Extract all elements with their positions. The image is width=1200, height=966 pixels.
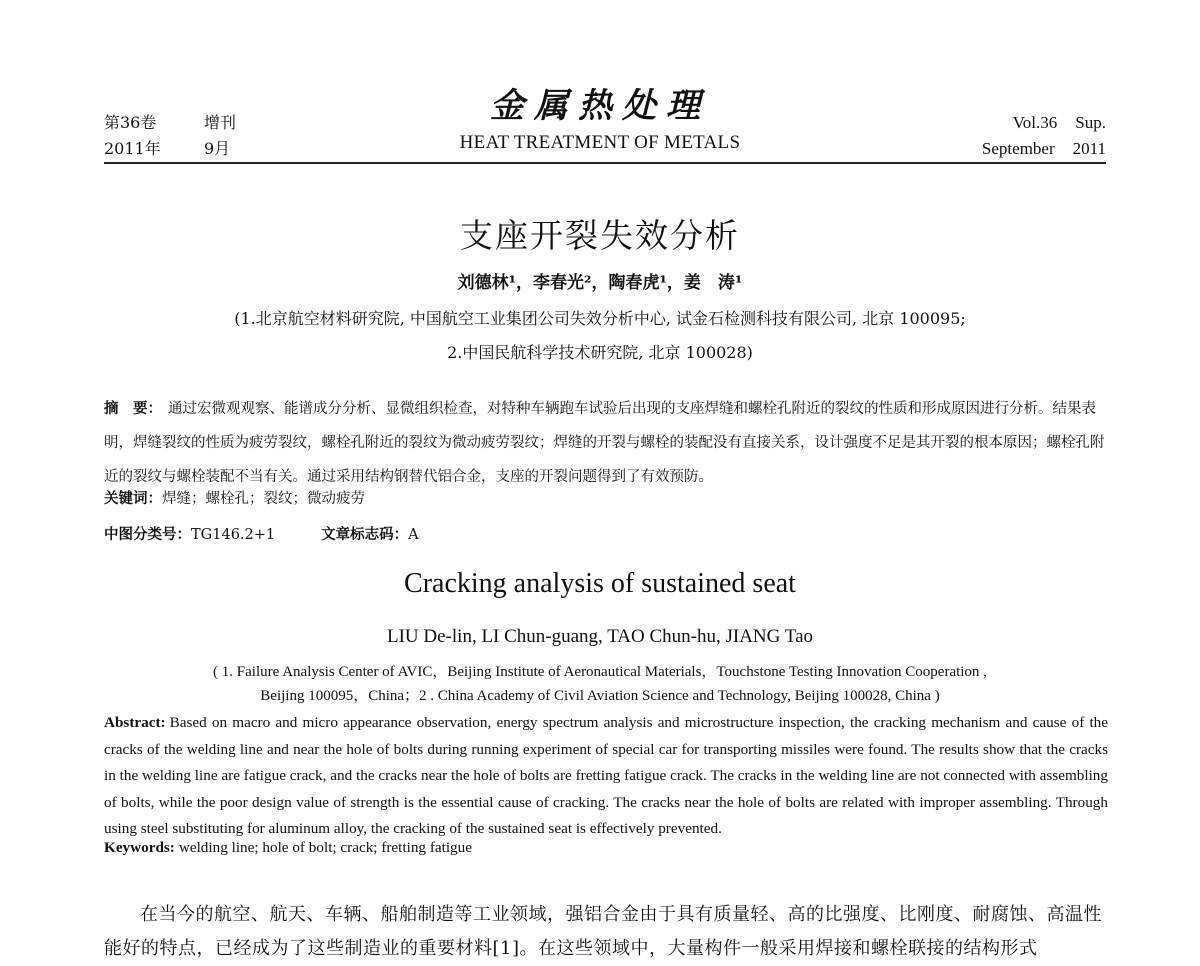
authors-cn: 刘德林¹，李春光²，陶春虎¹，姜 涛¹ [457, 273, 743, 293]
journal-title-cn: 金属热处理 [490, 86, 710, 126]
keywords-cn [104, 487, 365, 508]
keywords-en-text: welding line; hole of bolt; crack; fretting fatigue [178, 839, 472, 856]
affiliation-en [0, 660, 1200, 708]
month-en: September [981, 139, 1055, 158]
year-en: 2011 [1072, 139, 1106, 158]
abstract-cn-label: 摘 要： [104, 400, 162, 417]
affiliation-cn [0, 302, 1200, 370]
doc-code-value: A [408, 527, 419, 543]
header-right [982, 110, 1106, 162]
abstract-cn [104, 392, 1108, 494]
doc-code-label: 文章标志码： [321, 526, 409, 543]
abstract-en-text: Based on macro and micro appearance observation, energy spectrum analysis and microstructure inspection, the cracking mechanism and cause of the cracks of the welding line and near the hole of bolts during running experiment of special car for transporting missiles were found. The results show that the cracks in the welding line are fatigue crack, and the cracks near the hole of bolts are fretting fatigue crack. The cracks in the welding line are not connected with assembling of bolts, while the poor design value of strength is the essential cause of cracking. The cracks near the hole of bolts are related with improper assembling. Through using steel substituting for aluminum alloy, the cracking of the sustained seat is effectively prevented. [104, 714, 1108, 837]
journal-title-en: HEAT TREATMENT OF METALS [459, 132, 741, 153]
keywords-cn-text: 焊缝；螺栓孔；裂纹；微动疲劳 [162, 491, 365, 507]
affiliation-cn-line: (1.北京航空材料研究院, 中国航空工业集团公司失效分析中心, 试金石检测科技有限公司, 北京 100095; [234, 309, 966, 328]
clc-value: TG146.2+1 [191, 527, 276, 543]
paper-title-cn: 支座开裂失效分析 [460, 216, 740, 255]
keywords-en-label: Keywords: [104, 839, 175, 856]
affiliation-en-line: ( 1. Failure Analysis Center of AVIC，Beijing Institute of Aeronautical Materials，Touchstone Testing Innovation Cooperation , [213, 664, 987, 680]
affiliation-en-line: Beijing 100095，China；2 . China Academy of Civil Aviation Science and Technology, Beijing 100028, China ) [260, 688, 940, 704]
body-paragraph: 在当今的航空、航天、车辆、船舶制造等工业领域，强铝合金由于具有质量轻、高的比强度、比刚度、耐腐蚀、高温性能好的特点，已经成为了这些制造业的重要材料[1]。在这些领域中，大量构件一般采用焊接和螺栓联接的结构形式 [104, 904, 1102, 959]
clc-label: 中图分类号： [104, 526, 191, 543]
header-rule [104, 162, 1106, 164]
authors-en: LIU De-lin, LI Chun-guang, TAO Chun-hu, JIANG Tao [387, 626, 813, 647]
issue-cn: 增刊 [204, 113, 237, 132]
classification-line [104, 523, 419, 544]
abstract-en-label: Abstract: [104, 714, 166, 731]
abstract-en [104, 710, 1108, 843]
abstract-cn-text: 通过宏微观观察、能谱成分分析、显微组织检查，对特种车辆跑车试验后出现的支座焊缝和螺栓孔附近的裂纹的性质和形成原因进行分析。结果表明，焊缝裂纹的性质为疲劳裂纹，螺栓孔附近的裂纹为微动疲劳裂纹；焊缝的开裂与螺栓的装配没有直接关系，设计强度不足是其开裂的根本原因；螺栓孔附近的裂纹与螺栓装配不当有关。通过采用结构钢替代铝合金，支座的开裂问题得到了有效预防。 [104, 401, 1105, 485]
paper-title-en: Cracking analysis of sustained seat [404, 568, 796, 599]
month-cn: 9月 [204, 139, 231, 158]
issue-en: Sup. [1075, 113, 1106, 132]
affiliation-cn-line: 2.中国民航科学技术研究院, 北京 100028) [447, 343, 753, 362]
year-cn: 2011年 [104, 139, 161, 158]
volume-cn: 第36卷 [104, 113, 157, 132]
keywords-cn-label: 关键词： [104, 490, 162, 507]
keywords-en [104, 839, 472, 857]
volume-en: Vol.36 [1012, 113, 1058, 132]
